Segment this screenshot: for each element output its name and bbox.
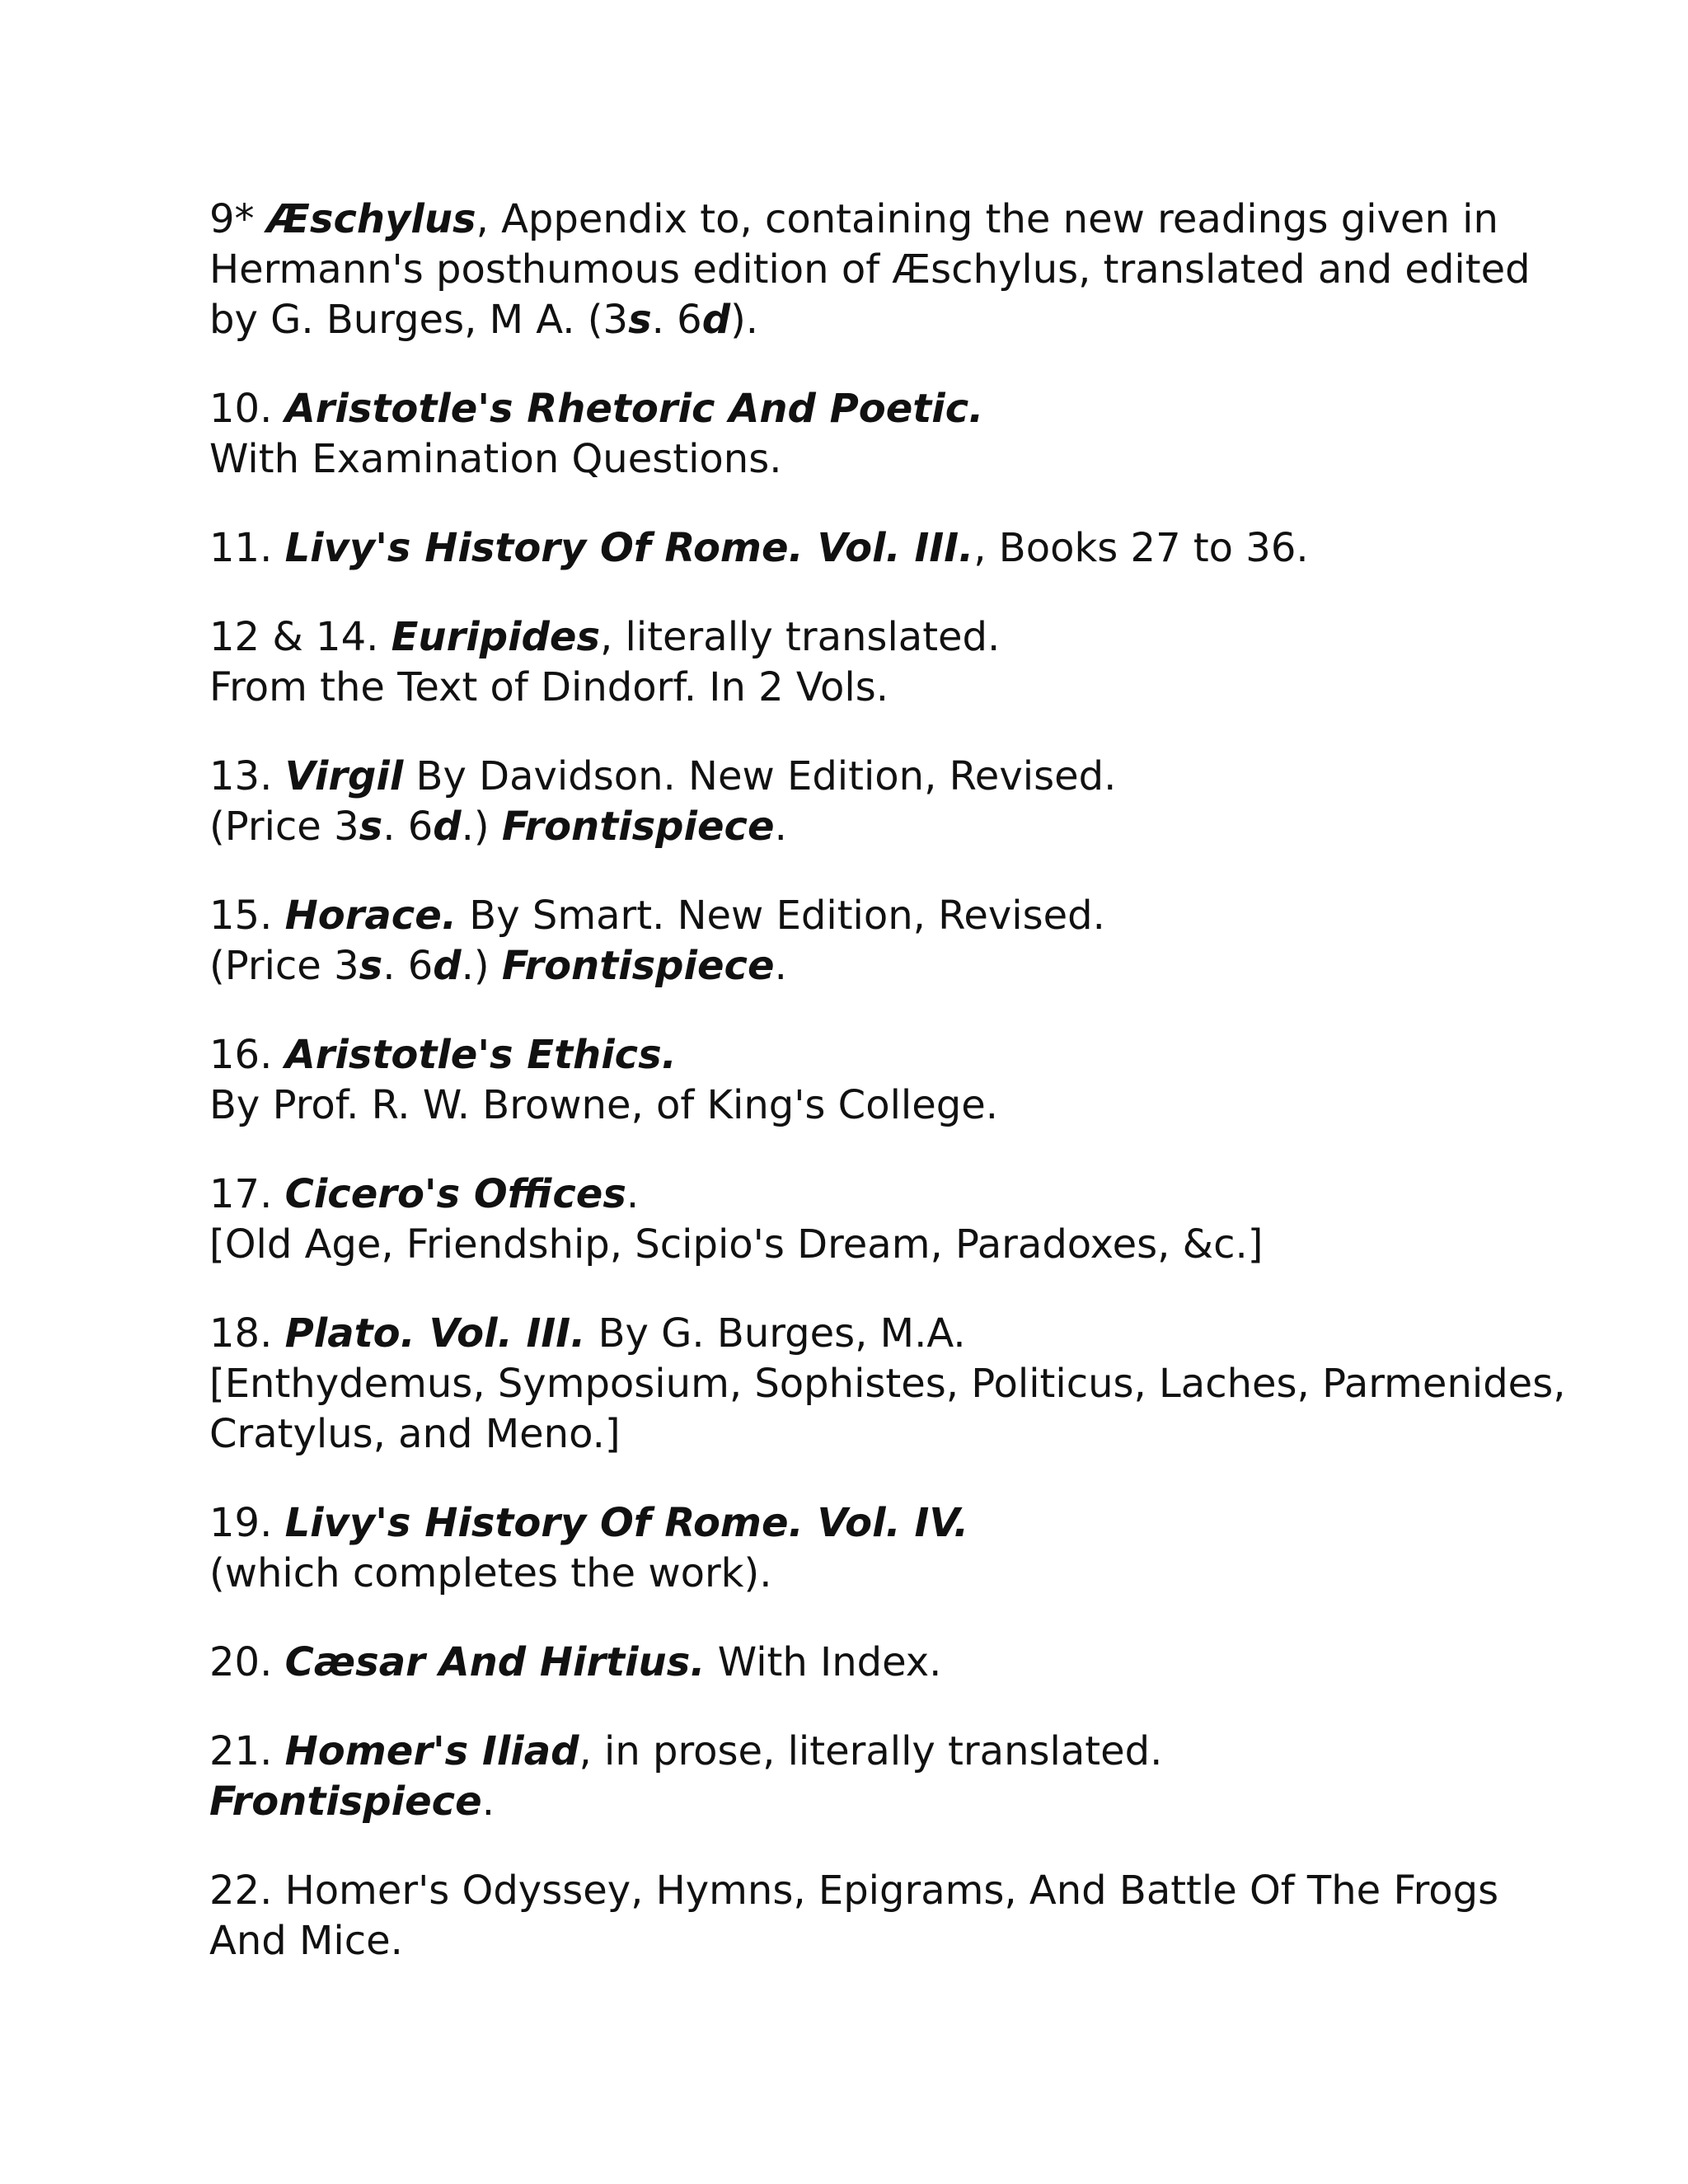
entry-title-text: Livy's History Of Rome. Vol. III. xyxy=(284,525,974,571)
entry-title-text: Aristotle's Rhetoric And Poetic. xyxy=(284,386,984,432)
entry-text: 17. xyxy=(209,1171,285,1217)
entry-line xyxy=(209,1169,1495,1220)
entry-line xyxy=(209,194,1498,245)
entry-line xyxy=(209,523,1495,574)
entry-title-text: Cæsar And Hirtius. xyxy=(284,1639,706,1685)
entry-text: 20. xyxy=(209,1639,285,1685)
entry-title-text: Virgil xyxy=(284,753,404,799)
entry-line xyxy=(209,384,1495,434)
entry-title-text: Homer's Iliad xyxy=(284,1728,579,1774)
entry-text: , Books 27 to 36. xyxy=(973,525,1309,571)
entry-text: By Davidson. New Edition, Revised. xyxy=(403,753,1117,799)
entry-title-text: Æschylus xyxy=(266,196,476,242)
entry-text: . 6 xyxy=(382,943,434,989)
entry-text: 12 & 14. xyxy=(209,614,392,660)
entry-title-text: d xyxy=(433,943,462,989)
entry-line xyxy=(209,1916,1495,1966)
entry-line xyxy=(209,295,1495,345)
entry-text: From the Text of Dindorf. In 2 Vols. xyxy=(209,664,889,710)
entry-text: . xyxy=(774,943,787,989)
entry-line xyxy=(209,1549,1495,1599)
entry-text: . 6 xyxy=(382,804,434,850)
document-page xyxy=(209,194,1566,2005)
entry-text: 16. xyxy=(209,1032,285,1078)
entry-line xyxy=(209,1638,1495,1688)
entry-text: , in prose, literally translated. xyxy=(579,1728,1163,1774)
entry-line xyxy=(209,612,1495,663)
entry-text: And Mice. xyxy=(209,1918,403,1964)
entry-text: , literally translated. xyxy=(600,614,1001,660)
catalog-entry xyxy=(209,194,1531,345)
entry-line xyxy=(209,1498,1495,1549)
entry-text: (Price 3 xyxy=(209,804,359,850)
catalog-entry xyxy=(209,1498,1495,1599)
entry-text: 10. xyxy=(209,386,285,432)
catalog-entry xyxy=(209,1309,1566,1460)
entry-text: 21. xyxy=(209,1728,285,1774)
entry-title-text: s xyxy=(628,297,652,343)
entry-line xyxy=(209,1220,1495,1270)
catalog-entry xyxy=(209,1638,1495,1688)
entry-title-text: Aristotle's Ethics. xyxy=(284,1032,677,1078)
entry-text: 15. xyxy=(209,893,285,939)
entry-title-text: Frontispiece xyxy=(501,804,775,850)
entry-text: 11. xyxy=(209,525,285,571)
entry-line xyxy=(209,1409,1495,1460)
entry-line xyxy=(209,802,1495,852)
entry-line xyxy=(209,752,1495,802)
entry-text: . xyxy=(626,1171,640,1217)
entry-title-text: Frontispiece xyxy=(501,943,775,989)
entry-title-text: Frontispiece xyxy=(209,1779,482,1825)
entry-line xyxy=(209,245,1531,295)
entry-line xyxy=(209,1030,1495,1080)
entry-text: 18. xyxy=(209,1310,285,1357)
entry-line xyxy=(209,1727,1495,1777)
catalog-entry xyxy=(209,523,1495,574)
entry-text: 9* xyxy=(209,196,267,242)
entry-title-text: Livy's History Of Rome. Vol. IV. xyxy=(284,1500,969,1546)
entry-text: [Enthydemus, Symposium, Sophistes, Politicus, Laches, Parmenides, xyxy=(209,1361,1566,1407)
entry-title-text: s xyxy=(359,943,383,989)
entry-title-text: d xyxy=(433,804,462,850)
entry-text: With Examination Questions. xyxy=(209,436,782,482)
catalog-entry xyxy=(209,384,1495,485)
entry-text: .) xyxy=(461,804,502,850)
entry-title-text: Horace. xyxy=(284,893,457,939)
entry-line xyxy=(209,1777,1495,1827)
entry-text: By Prof. R. W. Browne, of King's College. xyxy=(209,1082,999,1128)
entry-title-text: d xyxy=(701,297,731,343)
entry-text: By Smart. New Edition, Revised. xyxy=(457,893,1105,939)
entry-text: With Index. xyxy=(705,1639,942,1685)
entry-text: .) xyxy=(461,943,502,989)
entry-title-text: s xyxy=(359,804,383,850)
entry-text: (which completes the work). xyxy=(209,1550,772,1596)
entry-text: 19. xyxy=(209,1500,285,1546)
catalog-entry xyxy=(209,1866,1499,1966)
entry-text: by G. Burges, M A. (3 xyxy=(209,297,629,343)
entry-title-text: Cicero's Offices xyxy=(284,1171,626,1217)
entry-line xyxy=(209,1866,1499,1916)
entry-line xyxy=(209,1359,1566,1409)
entry-text: Cratylus, and Meno.] xyxy=(209,1411,621,1457)
entry-line xyxy=(209,663,1495,713)
entry-line xyxy=(209,941,1495,991)
entry-title-text: Plato. Vol. III. xyxy=(284,1310,586,1357)
catalog-entry xyxy=(209,1030,1495,1131)
entry-text: . xyxy=(774,804,787,850)
catalog-entry xyxy=(209,612,1495,713)
entry-text: . xyxy=(481,1779,495,1825)
entry-title-text: Euripides xyxy=(391,614,601,660)
catalog-entry xyxy=(209,891,1495,991)
entry-text: ). xyxy=(730,297,759,343)
catalog-entry xyxy=(209,752,1495,852)
entry-text: 22. Homer's Odyssey, Hymns, Epigrams, And Battle Of The Frogs xyxy=(209,1868,1499,1914)
entry-line xyxy=(209,434,1495,485)
entry-line xyxy=(209,1080,1495,1131)
entry-text: . 6 xyxy=(651,297,702,343)
catalog-entry xyxy=(209,1727,1495,1827)
entry-text: [Old Age, Friendship, Scipio's Dream, Paradoxes, &c.] xyxy=(209,1221,1264,1268)
entry-text: By G. Burges, M.A. xyxy=(585,1310,966,1357)
entry-text: 13. xyxy=(209,753,285,799)
entry-line xyxy=(209,1309,1495,1359)
entry-line xyxy=(209,891,1495,941)
catalog-entry xyxy=(209,1169,1495,1270)
entry-text: , Appendix to, containing the new readings given in xyxy=(476,196,1498,242)
entry-text: Hermann's posthumous edition of Æschylus, translated and edited xyxy=(209,246,1531,293)
entry-text: (Price 3 xyxy=(209,943,359,989)
